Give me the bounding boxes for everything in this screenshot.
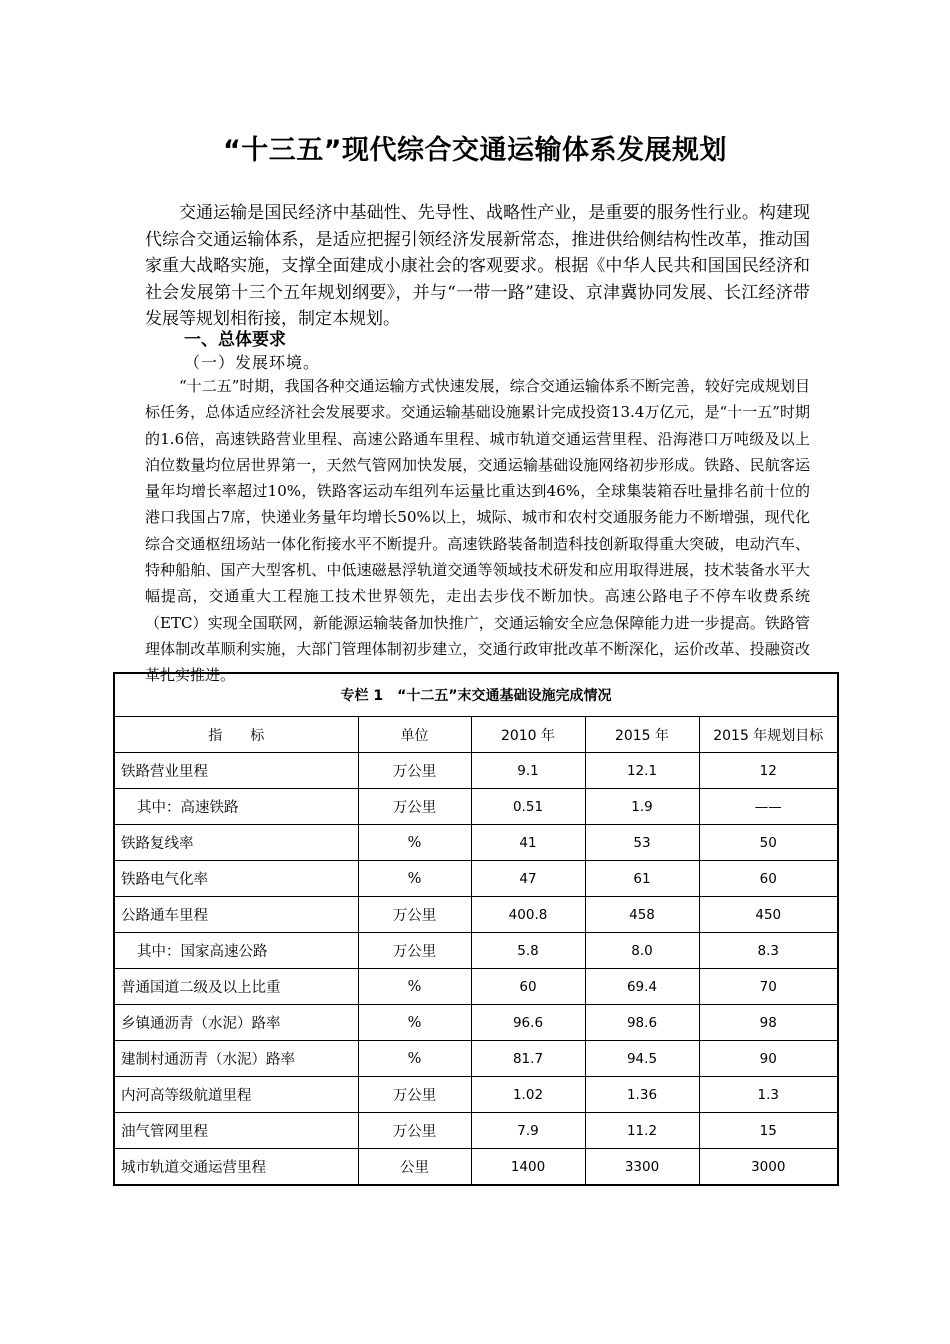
cell-target: 1.3 [699, 1077, 838, 1113]
section-heading: 一、总体要求 [184, 330, 286, 350]
cell-unit: 万公里 [358, 753, 471, 789]
table-row [114, 1149, 838, 1186]
cell-2010: 400.8 [471, 897, 585, 933]
cell-indicator: 油气管网里程 [114, 1113, 358, 1149]
intro-text: 交通运输是国民经济中基础性、先导性、战略性产业，是重要的服务性行业。构建现代综合交通运输体系，是适应把握引领经济发展新常态，推进供给侧结构性改革，推动国家重大战略实施，支撑全面建成小康社会的客观要求。根据《中华人民共和国国民经济和社会发展第十三个五年规划纲要》，并与“一带一路”建设、京津冀协同发展、长江经济带发展等规划相衔接，制定本规划。 [145, 203, 810, 329]
cell-unit: 万公里 [358, 933, 471, 969]
cell-2010: 0.51 [471, 789, 585, 825]
table-row [114, 1077, 838, 1113]
body-text: “十二五”时期，我国各种交通运输方式快速发展，综合交通运输体系不断完善，较好完成规划目标任务，总体适应经济社会发展要求。交通运输基础设施累计完成投资13.4万亿元，是“十一五”时期的1.6倍，高速铁路营业里程、高速公路通车里程、城市轨道交通运营里程、沿海港口万吨级及以上泊位数量均位居世界第一，天然气管网加快发展，交通运输基础设施网络初步形成。铁路、民航客运量年均增长率超过10%，铁路客运动车组列车运量比重达到46%，全球集装箱吞吐量排名前十位的港口我国占7席，快递业务量年均增长50%以上，城际、城市和农村交通服务能力不断增强，现代化综合交通枢纽场站一体化衔接水平不断提升。高速铁路装备制造科技创新取得重大突破，电动汽车、特种船舶、国产大型客机、中低速磁悬浮轨道交通等领域技术研发和应用取得进展，技术装备水平大幅提高，交通重大工程施工技术世界领先，走出去步伐不断加快。高速公路电子不停车收费系统（ETC）实现全国联网，新能源运输装备加快推广，交通运输安全应急保障能力进一步提高。铁路管理体制改革顺利实施，大部门管理体制初步建立，交通行政审批改革不断深化，运价改革、投融资改革扎实推进。 [145, 377, 810, 685]
cell-2015: 1.36 [585, 1077, 699, 1113]
cell-2010: 96.6 [471, 1005, 585, 1041]
table-header-row [114, 717, 838, 753]
cell-indicator: 城市轨道交通运营里程 [114, 1149, 358, 1186]
cell-2015: 53 [585, 825, 699, 861]
header-target: 2015 年规划目标 [699, 717, 838, 753]
intro-paragraph [145, 200, 810, 333]
cell-2010: 47 [471, 861, 585, 897]
cell-2010: 1.02 [471, 1077, 585, 1113]
cell-2015: 8.0 [585, 933, 699, 969]
cell-2015: 3300 [585, 1149, 699, 1186]
cell-2015: 61 [585, 861, 699, 897]
cell-2010: 1400 [471, 1149, 585, 1186]
cell-indicator: 其中：高速铁路 [114, 789, 358, 825]
cell-2015: 98.6 [585, 1005, 699, 1041]
cell-indicator: 铁路营业里程 [114, 753, 358, 789]
cell-target: —— [699, 789, 838, 825]
cell-unit: 万公里 [358, 789, 471, 825]
cell-unit: 万公里 [358, 1077, 471, 1113]
cell-2010: 60 [471, 969, 585, 1005]
cell-unit: % [358, 825, 471, 861]
table-row [114, 969, 838, 1005]
cell-indicator: 铁路复线率 [114, 825, 358, 861]
table-row [114, 933, 838, 969]
header-2010: 2010 年 [471, 717, 585, 753]
table-row [114, 1113, 838, 1149]
subsection-heading: （一）发展环境。 [184, 353, 321, 372]
table-row [114, 1005, 838, 1041]
table-row [114, 789, 838, 825]
table-row [114, 825, 838, 861]
cell-target: 60 [699, 861, 838, 897]
cell-target: 450 [699, 897, 838, 933]
cell-2015: 12.1 [585, 753, 699, 789]
body-paragraph [145, 373, 810, 689]
cell-indicator: 公路通车里程 [114, 897, 358, 933]
cell-2015: 458 [585, 897, 699, 933]
cell-target: 50 [699, 825, 838, 861]
cell-indicator: 建制村通沥青（水泥）路率 [114, 1041, 358, 1077]
cell-target: 70 [699, 969, 838, 1005]
cell-2010: 9.1 [471, 753, 585, 789]
cell-target: 90 [699, 1041, 838, 1077]
table-caption: 专栏 1 “十二五”末交通基础设施完成情况 [114, 673, 838, 717]
table-caption-row [114, 673, 838, 717]
cell-indicator: 乡镇通沥青（水泥）路率 [114, 1005, 358, 1041]
cell-2010: 41 [471, 825, 585, 861]
page-title: “十三五”现代综合交通运输体系发展规划 [223, 135, 727, 166]
table-row [114, 753, 838, 789]
table-row [114, 1041, 838, 1077]
cell-target: 3000 [699, 1149, 838, 1186]
cell-target: 8.3 [699, 933, 838, 969]
cell-indicator: 铁路电气化率 [114, 861, 358, 897]
infrastructure-table [113, 672, 839, 1186]
cell-target: 12 [699, 753, 838, 789]
cell-2015: 94.5 [585, 1041, 699, 1077]
header-unit: 单位 [358, 717, 471, 753]
cell-unit: % [358, 861, 471, 897]
cell-2015: 1.9 [585, 789, 699, 825]
header-indicator: 指 标 [114, 717, 358, 753]
cell-2010: 7.9 [471, 1113, 585, 1149]
table-row [114, 897, 838, 933]
cell-indicator: 其中：国家高速公路 [114, 933, 358, 969]
cell-unit: % [358, 969, 471, 1005]
cell-indicator: 内河高等级航道里程 [114, 1077, 358, 1113]
cell-2015: 69.4 [585, 969, 699, 1005]
cell-unit: % [358, 1005, 471, 1041]
cell-target: 15 [699, 1113, 838, 1149]
cell-indicator: 普通国道二级及以上比重 [114, 969, 358, 1005]
cell-unit: 万公里 [358, 1113, 471, 1149]
cell-unit: % [358, 1041, 471, 1077]
cell-target: 98 [699, 1005, 838, 1041]
cell-2010: 5.8 [471, 933, 585, 969]
cell-unit: 万公里 [358, 897, 471, 933]
cell-2015: 11.2 [585, 1113, 699, 1149]
table-row [114, 861, 838, 897]
cell-unit: 公里 [358, 1149, 471, 1186]
header-2015: 2015 年 [585, 717, 699, 753]
cell-2010: 81.7 [471, 1041, 585, 1077]
